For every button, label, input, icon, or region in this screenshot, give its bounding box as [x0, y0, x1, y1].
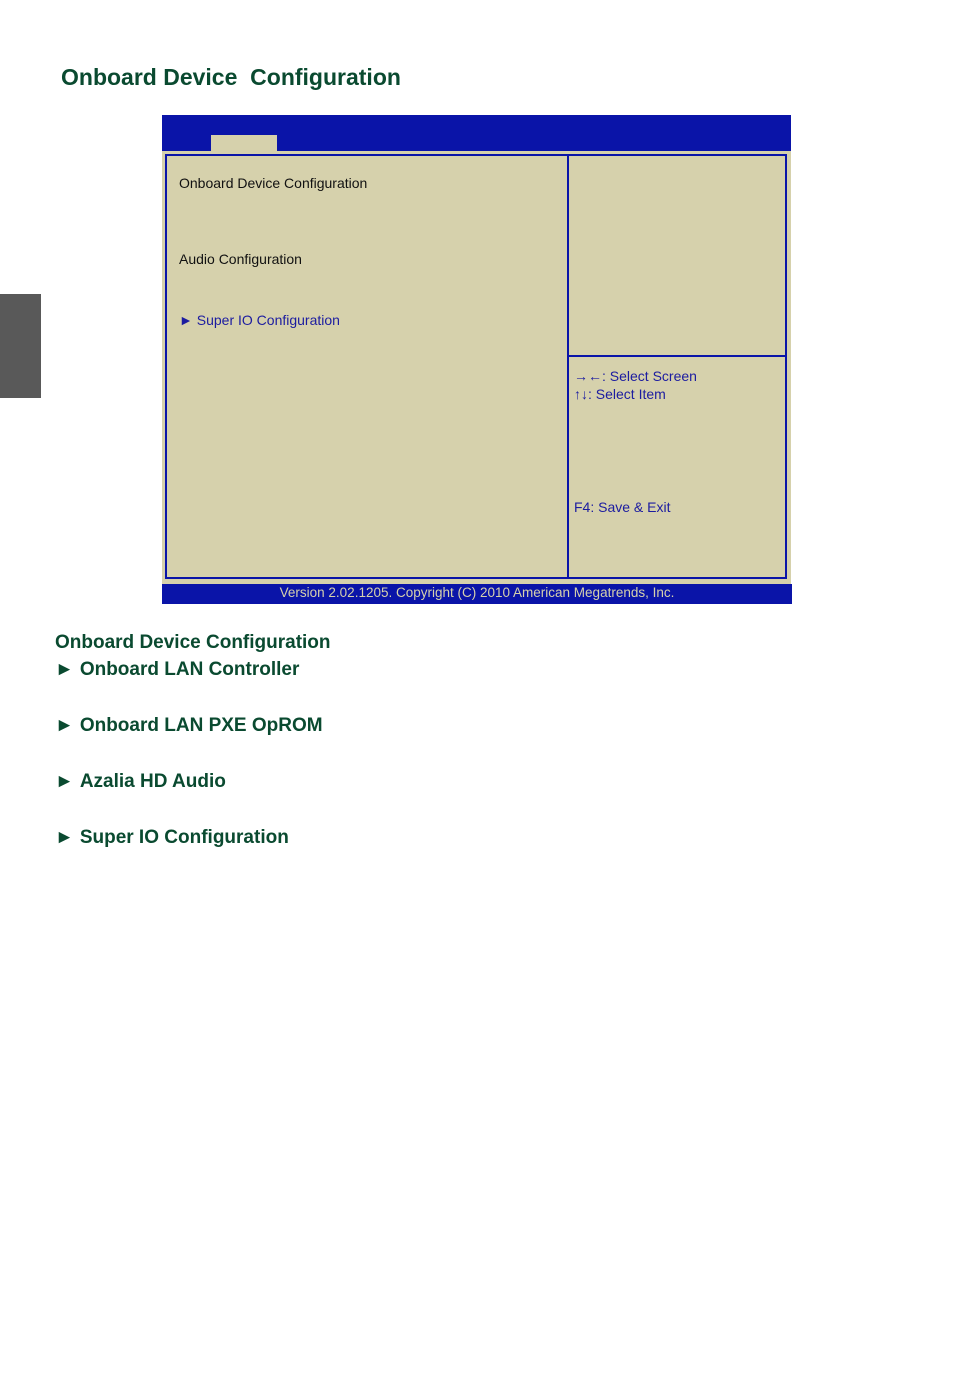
bios-header-bar	[162, 115, 791, 151]
help-select-item: ↑↓: Select Item	[574, 386, 666, 402]
doc-entry-label: Onboard LAN PXE OpROM	[79, 715, 323, 736]
side-chapter-tab	[0, 294, 41, 398]
bios-settings-pane	[165, 154, 567, 579]
doc-entry-super-io-configuration	[55, 827, 289, 849]
bios-menu-title: Onboard Device Configuration	[179, 175, 368, 191]
bullet-arrow-icon: ►	[55, 827, 74, 848]
doc-entry-azalia-hd-audio	[55, 771, 226, 793]
help-divider	[569, 355, 785, 357]
doc-entry-onboard-lan-pxe-oprom	[55, 715, 323, 737]
bullet-arrow-icon: ►	[55, 771, 74, 792]
super-io-configuration-item[interactable]	[179, 312, 340, 328]
submenu-arrow-icon: ►	[179, 312, 193, 328]
bios-screenshot	[162, 115, 792, 604]
doc-entry-onboard-lan-controller	[55, 659, 299, 681]
bullet-arrow-icon: ►	[55, 659, 74, 680]
page-title: Onboard Device Configuration	[61, 64, 401, 90]
audio-configuration-item[interactable]: Audio Configuration	[179, 251, 302, 267]
doc-section-title: Onboard Device Configuration	[55, 632, 331, 653]
doc-entry-label: Azalia HD Audio	[79, 771, 226, 792]
help-save-exit: F4: Save & Exit	[574, 499, 671, 515]
bios-help-pane	[567, 154, 787, 579]
bios-body	[162, 151, 791, 584]
super-io-configuration-label: Super IO Configuration	[196, 312, 340, 328]
doc-entry-label: Super IO Configuration	[79, 827, 289, 848]
bullet-arrow-icon: ►	[55, 715, 74, 736]
bios-active-tab[interactable]	[211, 135, 277, 151]
doc-entry-label: Onboard LAN Controller	[79, 659, 300, 680]
bios-version-footer: Version 2.02.1205. Copyright (C) 2010 American Megatrends, Inc.	[162, 584, 792, 604]
help-select-screen: →←: Select Screen	[574, 368, 697, 384]
